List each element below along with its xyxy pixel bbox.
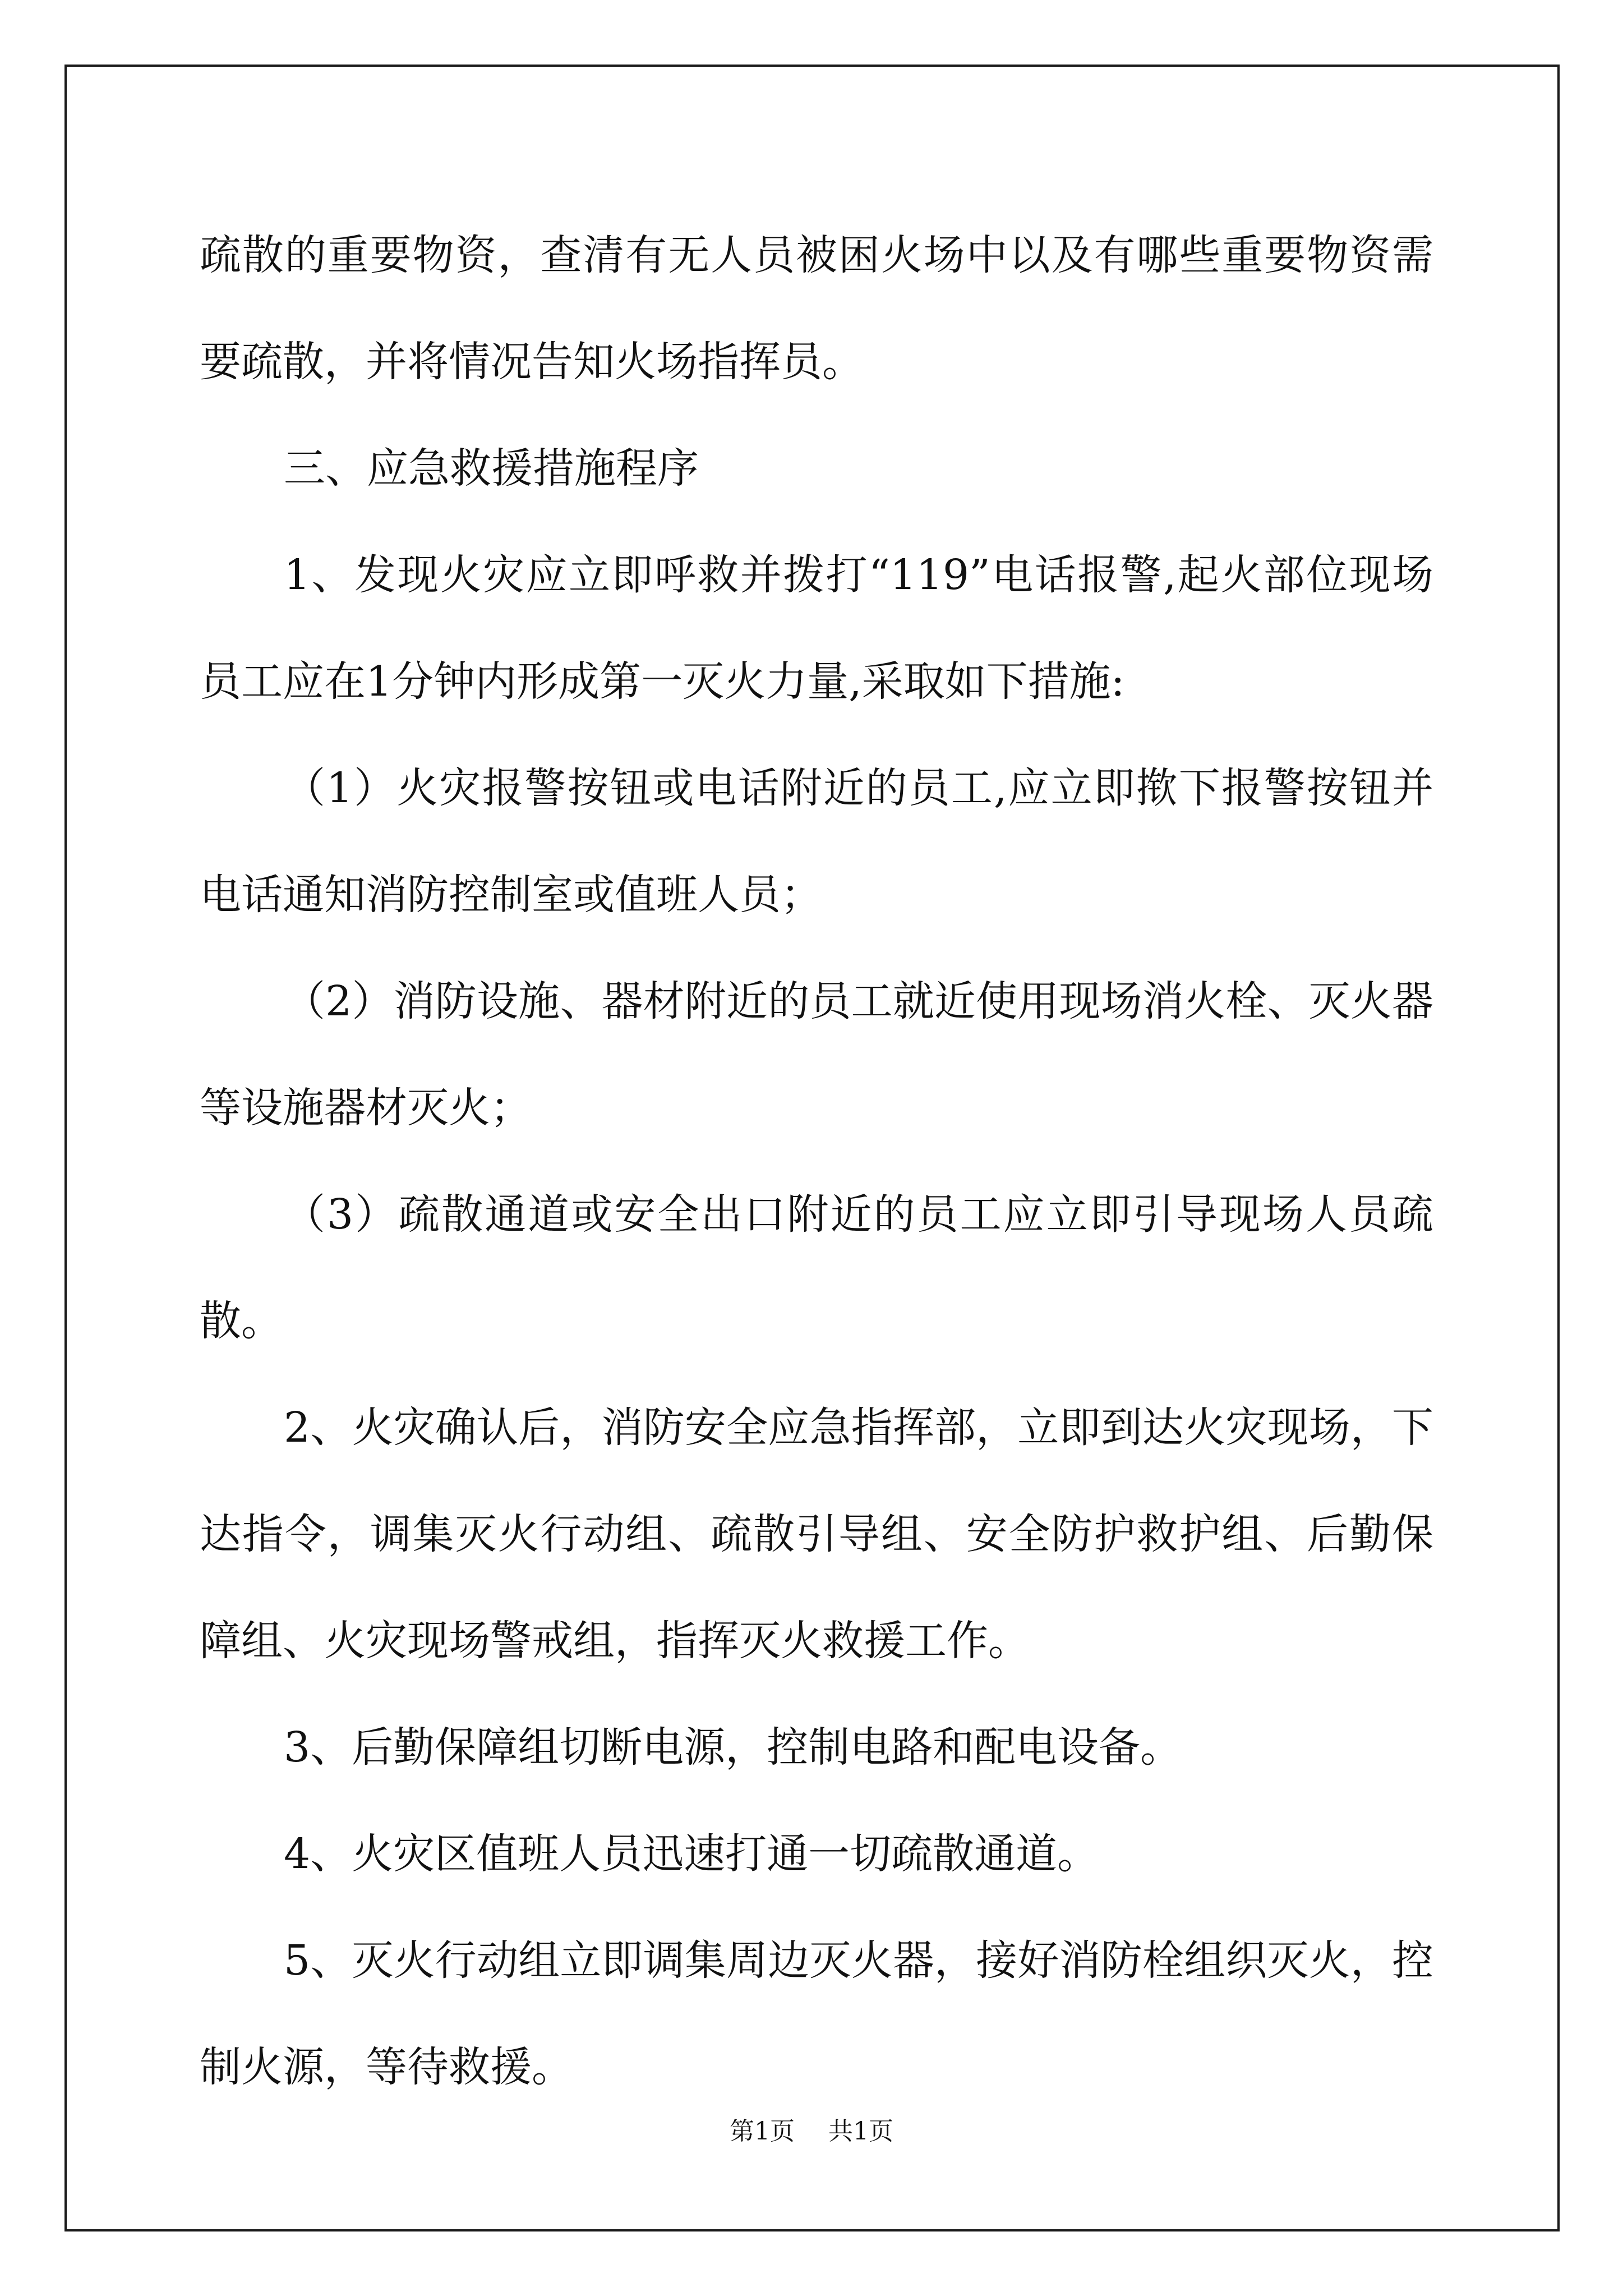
paragraph-step-1: 1、发现火灾应立即呼救并拨打“119”电话报警,起火部位现场员工应在1分钟内形成第一灭火力量,采取如下措施: (200, 551, 1433, 706)
paragraph-step-1-sub-2: （2）消防设施、器材附近的员工就近使用现场消火栓、灭火器等设施器材灭火； (200, 977, 1433, 1132)
paragraph-step-5: 5、灭火行动组立即调集周边灭火器，接好消防栓组织灭火，控制火源，等待救援。 (200, 1936, 1433, 2091)
page-count: 共1页 (828, 2117, 893, 2146)
document-body (200, 202, 1433, 2120)
paragraph-step-1-sub-1: （1）火灾报警按钮或电话附近的员工,应立即揿下报警按钮并电话通知消防控制室或值班人员； (200, 764, 1433, 919)
paragraph-step-2: 2、火灾确认后，消防安全应急指挥部，立即到达火灾现场，下达指令，调集灭火行动组、疏散引导组、安全防护救护组、后勤保障组、火灾现场警戒组，指挥灭火救援工作。 (200, 1404, 1433, 1665)
section-heading-emergency-procedure: 三、应急救援措施程序 (284, 444, 699, 493)
paragraph-step-1-sub-3: （3）疏散通道或安全出口附近的员工应立即引导现场人员疏散。 (200, 1190, 1433, 1345)
paragraph-step-3: 3、后勤保障组切断电源，控制电路和配电设备。 (284, 1723, 1182, 1772)
paragraph-evacuation-continued: 疏散的重要物资，查清有无人员被困火场中以及有哪些重要物资需要疏散，并将情况告知火场指挥员。 (200, 231, 1433, 386)
paragraph-step-4: 4、火灾区值班人员迅速打通一切疏散通道。 (284, 1830, 1099, 1878)
page-number: 第1页 (730, 2117, 795, 2146)
page-footer (0, 2115, 1623, 2148)
